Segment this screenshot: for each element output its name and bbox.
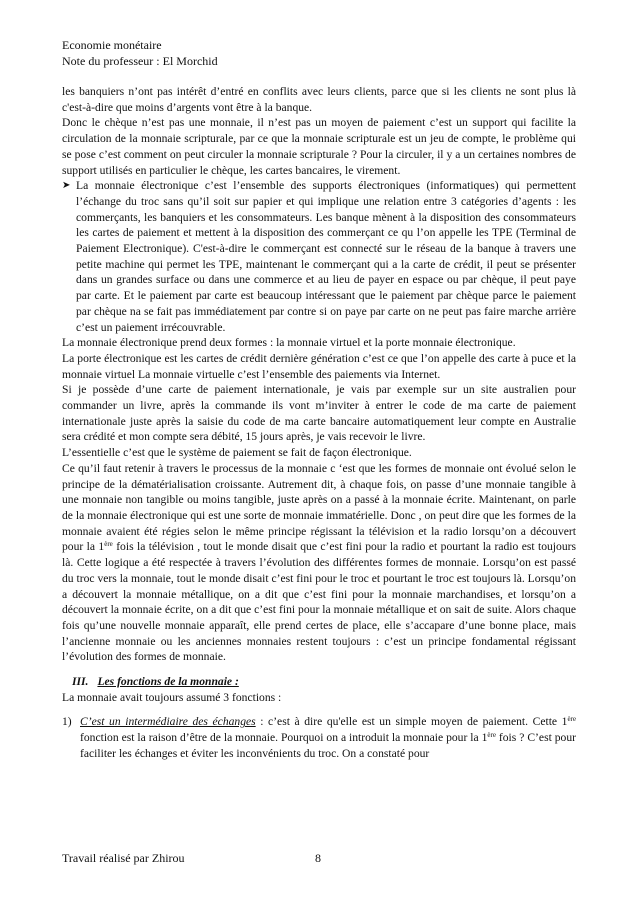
paragraph-deux-formes: La monnaie électronique prend deux formes : la monnaie virtuel et la porte monnaie électronique. [62,336,516,350]
footer-author: Travail réalisé par Zhirou [62,851,185,865]
list-item-number: 1) [62,715,72,729]
paragraph-essentiel: L’essentielle c’est que le système de paiement se fait de façon électronique. [62,446,412,460]
bullet-monnaie-electronique [62,178,576,335]
paragraph-intro-fonctions: La monnaie avait toujours assumé 3 fonctions : [62,690,282,704]
document-body [62,84,576,762]
header-course-title: Economie monétaire [62,38,162,52]
paragraph-exemple-carte: Si je possède d’une carte de paiement internationale, je vais par exemple sur un site australien pour commander un livre, après la commande ils vont m’inviter à entrer le code de ma carte de paiement internationale juste après la saisie du code de ma carte bancaire automatiquement leur compte en Australie sera crédité et mon compte sera débité, 15 jours après, je vais recevoir le livre. [62,383,576,444]
page-header [62,38,576,69]
paragraph-cheque: Donc le chèque n’est pas une monnaie, il n’est pas un moyen de paiement c’est un support qui facilite la circulation de la monnaie scripturale, par ce que la monnaie scripturale est un jeu de compte, le problème qui se pose c’est comment on peut circuler la monnaie scripturale ? Pour la circuler, il y a un certaines nombres de support utilisés en particulier le chèque, les cartes bancaires, le virement. [62,116,576,177]
bullet-text: La monnaie électronique c’est l’ensemble des supports électroniques (informatiques) qui permettent l’échange du troc sans qu’il soit sur papier et qui implique une relation entre 3 catégories d’agents : les commerçants, les banquiers et les consommateurs. Les banque mènent à la disposition des consommateurs les cartes de paiement et mettent à la disposition des commerçant ce qu l’on appelle les TPE (Terminal de Paiement Electronique). C'est-à-dire le commerçant est connecté sur le réseau de la banque à travers une petite machine qui permet les TPE, maintenant le commerçant qui a la carte de crédit, il peut se présenter dans un grandes surface ou dans une commerce et au lieu de payer en espace ou par chèque, il peut paye par carte. Et le paiement par carte est beaucoup intéressant que le paiement par chèque parce le paiement par chèque na se fait pas immédiatement par contre si on paye par carte on ne peut pas faire marche arrière c’est un paiement irrécouvrable. [76,179,576,334]
paragraph-porte-electronique: La porte électronique est les cartes de crédit dernière génération c’est ce que l’on appelle des carte à puce et la monnaie virtuel La monnaie virtuelle c’est l’ensemble des paiements via Internet. [62,351,576,381]
arrow-bullet-icon: ➤ [62,180,71,192]
paragraph-banquiers: les banquiers n’ont pas intérêt d’entré en conflits avec leurs clients, parce que si les clients ne sont plus là c'est-à-dire que moins d’argents vont être à la banque. [62,85,576,114]
list-item-text: C’est un intermédiaire des échanges : c’est à dire qu'elle est un simple moyen de paiement. Cette 1ère fonction est la raison d’être de la monnaie. Pourquoi on a introduit la monnaie pour la 1ère fois ? C’est pour faciliter les échanges et éviter les inconvénients du troc. On a constaté pour [80,715,576,760]
header-professor-note: Note du professeur : El Morchid [62,53,218,68]
list-item-title: C’est un intermédiaire des échanges [80,715,256,729]
list-item-intermediaire [62,714,576,761]
page-number: 8 [315,851,321,865]
section-title: Les fonctions de la monnaie : [97,675,239,689]
section-heading [72,674,576,690]
page-footer [62,851,576,866]
section-number: III. [72,675,89,689]
paragraph-dematerialisation: Ce qu’il faut retenir à travers le processus de la monnaie c ‘est que les formes de monnaie ont évolué selon le principe de la dématérialisation croissante. Autrement dit, à chaque fois, on passe d’une monnaie tangible à une monnaie non tangible ou moins tangible, juste après on a passé à la monnaie écrite. Maintenant, on parle de la monnaie électronique qui est une sorte de monnaie immatérielle. Donc , on peut dire que les formes de la monnaie avaient été régies selon le même principe régissant la télévision et la radio lorsqu’on a découvert pour la 1ère fois la télévision , tout le monde disait que c’est fini pour la radio et pourtant la radio est toujours là. Cette logique a été respectée à travers l’évolution des différentes formes de monnaie. Lorsqu’on est passé du troc vers la monnaie, tout le monde disait c’est fini pour le troc et pourtant le troc est toujours là. Lorsqu’on a découvert la monnaie métallique, on a dit que c’est fini pour la monnaie marchandises, et lorsqu’on a découvert la monnaie écrite, on a dit que c’est fini pour la monnaie métallique et on sait de suite. Alors chaque fois qu’une nouvelle monnaie apparaît, elle prend certes de place, elle s’accapare d’une bonne place, mais l’ancienne monnaie ou les anciennes monnaies restent toujours : c’est un principe fondamental régissant l’évolution des formes de monnaie. [62,461,576,664]
document-page [62,38,576,762]
